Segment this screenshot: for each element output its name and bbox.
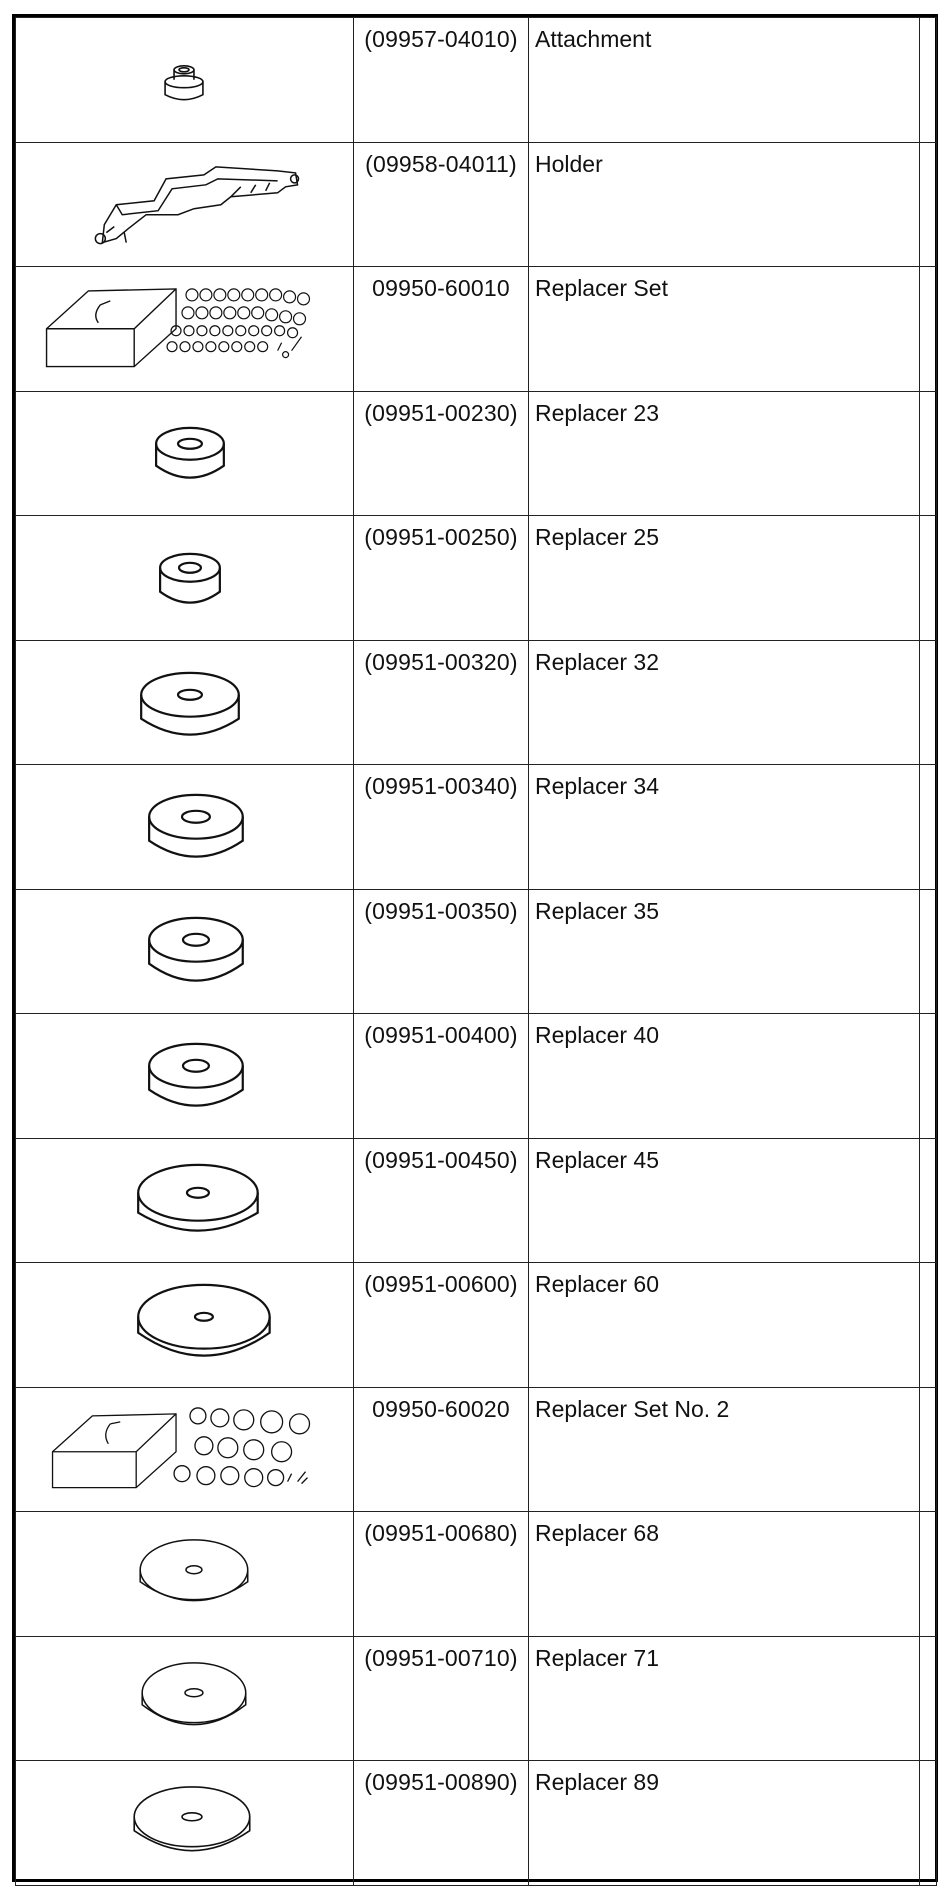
tool-image-cell bbox=[16, 640, 354, 765]
replacer-disc-illustration-icon bbox=[16, 765, 353, 889]
replacer-set-illustration-icon bbox=[16, 1388, 353, 1512]
replacer-disc-illustration-icon bbox=[16, 516, 353, 640]
part-number: (09958-04011) bbox=[354, 142, 529, 267]
part-number: (09951-00320) bbox=[354, 640, 529, 765]
tool-image-cell bbox=[16, 267, 354, 392]
tool-name: Attachment bbox=[529, 18, 920, 143]
tool-name: Replacer 45 bbox=[529, 1138, 920, 1263]
part-number: (09951-00710) bbox=[354, 1636, 529, 1761]
replacer-disc-illustration-icon bbox=[16, 890, 353, 1014]
part-number: (09951-00340) bbox=[354, 765, 529, 890]
tool-name: Replacer Set bbox=[529, 267, 920, 392]
row-edge-cell bbox=[920, 1014, 937, 1139]
row-edge-cell bbox=[920, 1138, 937, 1263]
replacer-disc-illustration-icon bbox=[16, 1512, 353, 1636]
tool-image-cell bbox=[16, 516, 354, 641]
row-edge-cell bbox=[920, 516, 937, 641]
replacer-disc-illustration-icon bbox=[16, 1761, 353, 1885]
part-number: (09951-00890) bbox=[354, 1761, 529, 1886]
row-edge-cell bbox=[920, 391, 937, 516]
row-edge-cell bbox=[920, 267, 937, 392]
replacer-disc-illustration-icon bbox=[16, 1263, 353, 1387]
part-number: (09951-00400) bbox=[354, 1014, 529, 1139]
replacer-disc-illustration-icon bbox=[16, 392, 353, 516]
special-tools-table bbox=[15, 17, 937, 1886]
row-edge-cell bbox=[920, 640, 937, 765]
tool-name: Replacer 23 bbox=[529, 391, 920, 516]
tool-name: Replacer 71 bbox=[529, 1636, 920, 1761]
table-row bbox=[16, 765, 937, 890]
table-row bbox=[16, 391, 937, 516]
table-row bbox=[16, 142, 937, 267]
tool-name: Replacer 34 bbox=[529, 765, 920, 890]
table-row bbox=[16, 1138, 937, 1263]
table-row bbox=[16, 1263, 937, 1388]
row-edge-cell bbox=[920, 889, 937, 1014]
row-edge-cell bbox=[920, 1636, 937, 1761]
tool-name: Replacer 35 bbox=[529, 889, 920, 1014]
tool-name: Replacer 32 bbox=[529, 640, 920, 765]
table-row bbox=[16, 1387, 937, 1512]
tool-image-cell bbox=[16, 1761, 354, 1886]
tool-image-cell bbox=[16, 765, 354, 890]
tool-image-cell bbox=[16, 18, 354, 143]
table-row bbox=[16, 1761, 937, 1886]
attachment-illustration-icon bbox=[16, 18, 353, 142]
tool-name: Holder bbox=[529, 142, 920, 267]
replacer-disc-illustration-icon bbox=[16, 1014, 353, 1138]
row-edge-cell bbox=[920, 1387, 937, 1512]
tool-image-cell bbox=[16, 1263, 354, 1388]
tool-image-cell bbox=[16, 391, 354, 516]
replacer-disc-illustration-icon bbox=[16, 1139, 353, 1263]
table-row bbox=[16, 18, 937, 143]
tool-name: Replacer 25 bbox=[529, 516, 920, 641]
tool-image-cell bbox=[16, 1387, 354, 1512]
tool-name: Replacer 40 bbox=[529, 1014, 920, 1139]
row-edge-cell bbox=[920, 765, 937, 890]
replacer-set-illustration-icon bbox=[16, 267, 353, 391]
tool-image-cell bbox=[16, 1636, 354, 1761]
row-edge-cell bbox=[920, 1761, 937, 1886]
table-row bbox=[16, 1512, 937, 1637]
part-number: (09951-00250) bbox=[354, 516, 529, 641]
replacer-disc-illustration-icon bbox=[16, 641, 353, 765]
tool-image-cell bbox=[16, 889, 354, 1014]
tool-image-cell bbox=[16, 1138, 354, 1263]
part-number: (09957-04010) bbox=[354, 18, 529, 143]
special-tools-sheet bbox=[12, 14, 938, 1882]
part-number: (09951-00680) bbox=[354, 1512, 529, 1637]
table-row bbox=[16, 889, 937, 1014]
part-number: (09951-00350) bbox=[354, 889, 529, 1014]
replacer-disc-illustration-icon bbox=[16, 1637, 353, 1761]
tool-image-cell bbox=[16, 142, 354, 267]
holder-illustration-icon bbox=[16, 143, 353, 267]
part-number: (09951-00600) bbox=[354, 1263, 529, 1388]
table-row bbox=[16, 1636, 937, 1761]
table-row bbox=[16, 516, 937, 641]
part-number: 09950-60020 bbox=[354, 1387, 529, 1512]
part-number: 09950-60010 bbox=[354, 267, 529, 392]
table-row bbox=[16, 1014, 937, 1139]
row-edge-cell bbox=[920, 1512, 937, 1637]
part-number: (09951-00230) bbox=[354, 391, 529, 516]
row-edge-cell bbox=[920, 18, 937, 143]
table-row bbox=[16, 640, 937, 765]
tool-name: Replacer 68 bbox=[529, 1512, 920, 1637]
tool-name: Replacer 89 bbox=[529, 1761, 920, 1886]
tool-name: Replacer Set No. 2 bbox=[529, 1387, 920, 1512]
tool-name: Replacer 60 bbox=[529, 1263, 920, 1388]
row-edge-cell bbox=[920, 1263, 937, 1388]
part-number: (09951-00450) bbox=[354, 1138, 529, 1263]
row-edge-cell bbox=[920, 142, 937, 267]
tool-image-cell bbox=[16, 1014, 354, 1139]
tool-image-cell bbox=[16, 1512, 354, 1637]
table-row bbox=[16, 267, 937, 392]
